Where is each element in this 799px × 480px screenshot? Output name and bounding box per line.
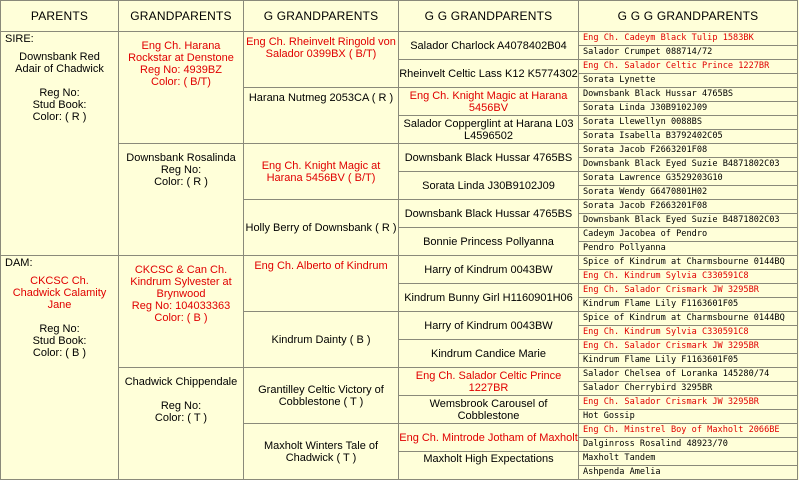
gggp-7[interactable]: Downsbank Black Hussar 4765BS [399,200,579,228]
ggggp-10[interactable]: Downsbank Black Eyed Suzie B4871802C03 [579,158,798,172]
sire-color: Color: ( R ) [32,111,87,123]
dam-name[interactable]: CKCSC Ch. Chadwick Calamity Jane [12,275,107,311]
gp-3-color: Color: ( B ) [154,312,208,324]
sire-cell [1,32,119,256]
dam-stud: Stud Book: [32,335,87,347]
ggggp-8[interactable]: Sorata Isabella B3792402C05 [579,130,798,144]
header-ggg-grandparents: G G G GRANDPARENTS [579,1,798,32]
gp-2-name: Downsbank Rosalinda [126,152,236,164]
ggp-5[interactable]: Eng Ch. Alberto of Kindrum [244,256,399,312]
ggp-4[interactable]: Holly Berry of Downsbank ( R ) [244,200,399,256]
ggp-3[interactable]: Eng Ch. Knight Magic at Harana 5456BV ( B/T) [244,144,399,200]
gp-3-name: CKCSC & Can Ch. Kindrum Sylvester at Brynwood [130,264,232,300]
ggp-6[interactable]: Kindrum Dainty ( B ) [244,312,399,368]
ggggp-28[interactable]: Hot Gossip [579,410,798,424]
dam-cell [1,256,119,480]
ggggp-14[interactable]: Downsbank Black Eyed Suzie B4871802C03 [579,214,798,228]
gp-1-color: Color: ( B/T) [151,76,211,88]
gp-1[interactable] [119,32,244,144]
ggggp-18[interactable]: Eng Ch. Kindrum Sylvia C330591C8 [579,270,798,284]
gp-2-color: Color: ( R ) [154,176,208,188]
gggp-16[interactable]: Maxholt High Expectations [399,452,579,480]
ggggp-26[interactable]: Salador Cherrybird 3295BR [579,382,798,396]
ggggp-17[interactable]: Spice of Kindrum at Charmsbourne 0144BQ [579,256,798,270]
sire-label: SIRE: [5,33,34,45]
header-grandparents: GRANDPARENTS [119,1,244,32]
ggggp-6[interactable]: Sorata Linda J30B9102J09 [579,102,798,116]
dam-color: Color: ( B ) [32,347,87,359]
ggggp-7[interactable]: Sorata Llewellyn 0088BS [579,116,798,130]
gggp-2[interactable]: Rheinvelt Celtic Lass K12 K5774302 [399,60,579,88]
header-row [1,1,798,32]
ggggp-30[interactable]: Dalginross Rosalind 48923/70 [579,438,798,452]
ggggp-27[interactable]: Eng Ch. Salador Crismark JW 3295BR [579,396,798,410]
gggp-12[interactable]: Kindrum Candice Marie [399,340,579,368]
ggggp-29[interactable]: Eng Ch. Minstrel Boy of Maxholt 2066BE [579,424,798,438]
ggggp-2[interactable]: Salador Crumpet 088714/72 [579,46,798,60]
ggggp-32[interactable]: Ashpenda Amelia [579,466,798,480]
gp-2[interactable] [119,144,244,256]
ggggp-22[interactable]: Eng Ch. Kindrum Sylvia C330591C8 [579,326,798,340]
gp-4-reg: Reg No: [160,400,202,412]
gp-3[interactable] [119,256,244,368]
ggggp-23[interactable]: Eng Ch. Salador Crismark JW 3295BR [579,340,798,354]
ggp-2[interactable]: Harana Nutmeg 2053CA ( R ) [244,88,399,144]
header-gg-grandparents: G G GRANDPARENTS [399,1,579,32]
ggggp-4[interactable]: Sorata Lynette [579,74,798,88]
gp-4-color: Color: ( T ) [154,412,208,424]
ggggp-9[interactable]: Sorata Jacob F2663201F08 [579,144,798,158]
ggggp-3[interactable]: Eng Ch. Salador Celtic Prince 1227BR [579,60,798,74]
header-parents: PARENTS [1,1,119,32]
ggp-1[interactable]: Eng Ch. Rheinvelt Ringold von Salador 0399BX ( B/T) [244,32,399,88]
gggp-9[interactable]: Harry of Kindrum 0043BW [399,256,579,284]
gggp-15[interactable]: Eng Ch. Mintrode Jotham of Maxholt [399,424,579,452]
ggggp-12[interactable]: Sorata Wendy G6470801H02 [579,186,798,200]
ggggp-31[interactable]: Maxholt Tandem [579,452,798,466]
gggp-4[interactable]: Salador Copperglint at Harana L03 L4596502 [399,116,579,144]
ggggp-19[interactable]: Eng Ch. Salador Crismark JW 3295BR [579,284,798,298]
gggp-11[interactable]: Harry of Kindrum 0043BW [399,312,579,340]
gggp-6[interactable]: Sorata Linda J30B9102J09 [399,172,579,200]
gp-4[interactable] [119,368,244,480]
gggp-3[interactable]: Eng Ch. Knight Magic at Harana 5456BV [399,88,579,116]
ggggp-25[interactable]: Salador Chelsea of Loranka 145280/74 [579,368,798,382]
ggggp-1[interactable]: Eng Ch. Cadeym Black Tulip 1583BK [579,32,798,46]
sire-name[interactable]: Downsbank Red Adair of Chadwick [15,51,104,75]
gggp-14[interactable]: Wemsbrook Carousel of Cobblestone [399,396,579,424]
sire-reg: Reg No: [39,87,80,99]
ggggp-20[interactable]: Kindrum Flame Lily F1163601F05 [579,298,798,312]
ggggp-15[interactable]: Cadeym Jacobea of Pendro [579,228,798,242]
ggggp-13[interactable]: Sorata Jacob F2663201F08 [579,200,798,214]
gggp-10[interactable]: Kindrum Bunny Girl H1160901H06 [399,284,579,312]
gp-4-name: Chadwick Chippendale [124,376,238,388]
gggp-8[interactable]: Bonnie Princess Pollyanna [399,228,579,256]
ggp-7[interactable]: Grantilley Celtic Victory of Cobblestone ( T ) [244,368,399,424]
gp-1-reg: Reg No: 4939BZ [140,64,222,76]
ggggp-16[interactable]: Pendro Pollyanna [579,242,798,256]
ggggp-24[interactable]: Kindrum Flame Lily F1163601F05 [579,354,798,368]
gp-3-reg: Reg No: 104033363 [131,300,231,312]
gggp-13[interactable]: Eng Ch. Salador Celtic Prince 1227BR [399,368,579,396]
ggp-8[interactable]: Maxholt Winters Tale of Chadwick ( T ) [244,424,399,480]
ggggp-11[interactable]: Sorata Lawrence G3529203G10 [579,172,798,186]
gggp-1[interactable]: Salador Charlock A4078402B04 [399,32,579,60]
sire-stud: Stud Book: [32,99,87,111]
dam-reg: Reg No: [39,323,80,335]
gggp-5[interactable]: Downsbank Black Hussar 4765BS [399,144,579,172]
gp-2-reg: Reg No: [160,164,202,176]
ggggp-21[interactable]: Spice of Kindrum at Charmsbourne 0144BQ [579,312,798,326]
ggggp-5[interactable]: Downsbank Black Hussar 4765BS [579,88,798,102]
header-g-grandparents: G GRANDPARENTS [244,1,399,32]
gp-1-name: Eng Ch. Harana Rockstar at Denstone [128,40,234,64]
dam-label: DAM: [5,257,33,269]
